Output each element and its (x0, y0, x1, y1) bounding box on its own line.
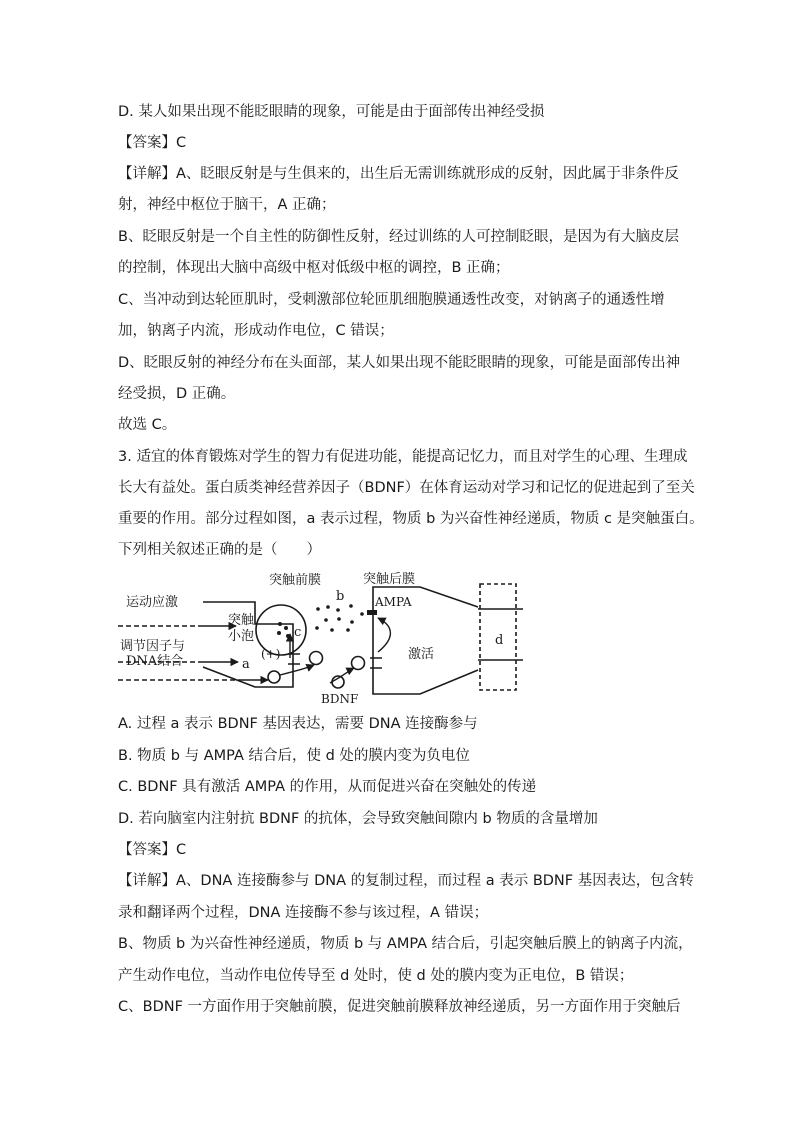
promotion-label: (+) (261, 647, 281, 661)
activate-label: 激活 (408, 647, 435, 662)
synaptic-vesicle-label-2: 小泡 (228, 629, 255, 644)
answer-label: 【答案】C (118, 842, 187, 858)
question-stem: 下列相关叙述正确的是（ ） (118, 542, 321, 558)
explanation-line: 射，神经中枢位于脑干，A 正确； (118, 197, 336, 213)
explanation-line: C、当冲动到达轮匝肌时，受刺激部位轮匝肌细胞膜通透性改变，对钠离子的通透性增 (118, 292, 665, 308)
question-stem: 3. 适宜的体育锻炼对学生的智力有促进功能，能提高记忆力，而且对学生的心理、生理成 (118, 449, 688, 465)
regulator-label-2: DNA结合 (126, 654, 184, 669)
explanation-line: D、眨眼反射的神经分布在头面部，某人如果出现不能眨眼睛的现象，可能是面部传出神 (118, 355, 681, 371)
explanation-line: B、眨眼反射是一个自主性的防御性反射，经过训练的人可控制眨眼，是因为有大脑皮层 (118, 229, 679, 245)
option-d-text: D. 某人如果出现不能眨眼睛的现象，可能是由于面部传出神经受损 (118, 104, 545, 120)
conclusion-line: 故选 C。 (118, 417, 177, 433)
regulator-label-1: 调节因子与 (120, 639, 186, 654)
explanation-line: C、BDNF 一方面作用于突触前膜，促进突触前膜释放神经递质，另一方面作用于突触后 (118, 999, 681, 1015)
option-d: D. 若向脑室内注射抗 BDNF 的抗体，会导致突触间隙内 b 物质的含量增加 (118, 811, 598, 827)
explanation-line: 录和翻译两个过程，DNA 连接酶不参与该过程，A 错误； (118, 905, 489, 921)
option-c: C. BDNF 具有激活 AMPA 的作用，从而促进兴奋在突触处的传递 (118, 779, 537, 795)
label-d: d (495, 633, 504, 648)
label-a: a (242, 657, 250, 672)
explanation-line: 加，钠离子内流，形成动作电位，C 错误； (118, 323, 394, 339)
option-b: B. 物质 b 与 AMPA 结合后，使 d 处的膜内变为负电位 (118, 748, 470, 764)
synapse-diagram (118, 562, 538, 710)
option-a: A. 过程 a 表示 BDNF 基因表达，需要 DNA 连接酶参与 (118, 716, 478, 732)
explanation-line: 经受损，D 正确。 (118, 386, 236, 402)
exercise-stress-label: 运动应激 (126, 595, 179, 610)
explanation-line: 的控制，体现出大脑中高级中枢对低级中枢的调控，B 正确； (118, 260, 510, 276)
explanation-line: B、物质 b 为兴奋性神经递质，物质 b 与 AMPA 结合后，引起突触后膜上的钠离子内流， (118, 936, 693, 952)
label-b: b (336, 589, 345, 604)
explanation-line: 【详解】A、眨眼反射是与生俱来的，出生后无需训练就形成的反射，因此属于非条件反 (118, 166, 679, 182)
answer-label: 【答案】C (118, 135, 187, 151)
presynaptic-membrane-label: 突触前膜 (269, 573, 322, 588)
question-stem: 长大有益处。蛋白质类神经营养因子（BDNF）在体育运动对学习和记忆的促进起到了至关 (118, 480, 695, 496)
explanation-line: 产生动作电位，当动作电位传导至 d 处时，使 d 处的膜内变为正电位，B 错误； (118, 968, 634, 984)
ampa-label: AMPA (375, 595, 412, 609)
postsynaptic-membrane-label: 突触后膜 (363, 572, 416, 587)
bdnf-label: BDNF (321, 692, 359, 706)
question-stem: 重要的作用。部分过程如图，a 表示过程，物质 b 为兴奋性神经递质，物质 c 是突触蛋白。 (118, 511, 704, 527)
synaptic-vesicle-label-1: 突触 (228, 613, 255, 628)
explanation-line: 【详解】A、DNA 连接酶参与 DNA 的复制过程，而过程 a 表示 BDNF 基因表达，包含转 (118, 873, 694, 889)
label-c: c (294, 625, 302, 640)
